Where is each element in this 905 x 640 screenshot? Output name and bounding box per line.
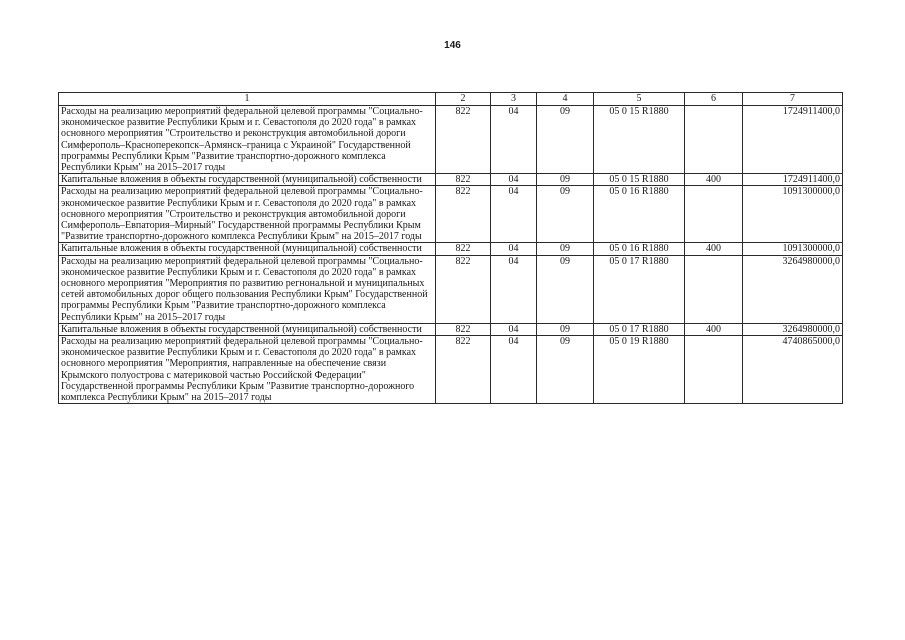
row-expense-type-code xyxy=(685,336,743,404)
row-expense-type-code xyxy=(685,255,743,323)
row-expense-type-code xyxy=(685,186,743,243)
table-row xyxy=(59,106,843,174)
row-subsection-code: 09 xyxy=(537,243,594,255)
row-description: Капитальные вложения в объекты государственной (муниципальной) собственности xyxy=(59,323,436,335)
row-department-code: 822 xyxy=(436,186,491,243)
row-subsection-code: 09 xyxy=(537,336,594,404)
column-header: 4 xyxy=(537,93,594,106)
row-department-code: 822 xyxy=(436,174,491,186)
row-amount: 1091300000,0 xyxy=(743,243,843,255)
table-row xyxy=(59,336,843,404)
row-amount: 1724911400,0 xyxy=(743,174,843,186)
row-department-code: 822 xyxy=(436,323,491,335)
row-department-code: 822 xyxy=(436,255,491,323)
table-row xyxy=(59,174,843,186)
row-target-article-code: 05 0 15 R1880 xyxy=(594,106,685,174)
row-expense-type-code xyxy=(685,106,743,174)
row-amount: 3264980000,0 xyxy=(743,323,843,335)
row-section-code: 04 xyxy=(491,255,537,323)
column-header: 7 xyxy=(743,93,843,106)
row-section-code: 04 xyxy=(491,323,537,335)
row-amount: 1724911400,0 xyxy=(743,106,843,174)
row-section-code: 04 xyxy=(491,243,537,255)
row-section-code: 04 xyxy=(491,106,537,174)
page-number: 146 xyxy=(444,40,461,51)
budget-table xyxy=(58,92,843,404)
table-row xyxy=(59,186,843,243)
row-amount: 3264980000,0 xyxy=(743,255,843,323)
row-amount: 1091300000,0 xyxy=(743,186,843,243)
row-section-code: 04 xyxy=(491,174,537,186)
row-section-code: 04 xyxy=(491,336,537,404)
row-description: Капитальные вложения в объекты государственной (муниципальной) собственности xyxy=(59,174,436,186)
row-target-article-code: 05 0 16 R1880 xyxy=(594,186,685,243)
row-section-code: 04 xyxy=(491,186,537,243)
column-header: 3 xyxy=(491,93,537,106)
row-subsection-code: 09 xyxy=(537,323,594,335)
row-department-code: 822 xyxy=(436,336,491,404)
column-header: 6 xyxy=(685,93,743,106)
row-subsection-code: 09 xyxy=(537,255,594,323)
row-target-article-code: 05 0 17 R1880 xyxy=(594,255,685,323)
column-header: 5 xyxy=(594,93,685,106)
row-department-code: 822 xyxy=(436,243,491,255)
row-subsection-code: 09 xyxy=(537,174,594,186)
row-expense-type-code: 400 xyxy=(685,323,743,335)
table-row xyxy=(59,255,843,323)
row-subsection-code: 09 xyxy=(537,186,594,243)
table-header-row xyxy=(59,93,843,106)
row-department-code: 822 xyxy=(436,106,491,174)
row-description: Расходы на реализацию мероприятий федеральной целевой программы "Социально-экономическое развитие Республики Крым и г. Севастополя до 2020 года" в рамках основного мероприятия "Строительство и реконструкция автомобильной дороги Симферополь–Красноперекопск–Армянск–граница с Украиной" Государственной программы Республики Крым "Развитие транспортно-дорожного комплекса Республики Крым" на 2015–2017 годы xyxy=(59,106,436,174)
row-target-article-code: 05 0 19 R1880 xyxy=(594,336,685,404)
row-expense-type-code: 400 xyxy=(685,243,743,255)
row-target-article-code: 05 0 17 R1880 xyxy=(594,323,685,335)
row-amount: 4740865000,0 xyxy=(743,336,843,404)
row-subsection-code: 09 xyxy=(537,106,594,174)
row-target-article-code: 05 0 16 R1880 xyxy=(594,243,685,255)
row-description: Расходы на реализацию мероприятий федеральной целевой программы "Социально-экономическое развитие Республики Крым и г. Севастополя до 2020 года" в рамках основного мероприятия "Мероприятия по развитию регнональной и муниципальных сетей автомобильных дорог общего пользования Республики Крым" Государственной программы Республики Крым "Развитие транспортно-дорожного комплекса Республики Крым" на 2015–2017 годы xyxy=(59,255,436,323)
row-target-article-code: 05 0 15 R1880 xyxy=(594,174,685,186)
column-header: 1 xyxy=(59,93,436,106)
table-row xyxy=(59,243,843,255)
row-description: Расходы на реализацию мероприятий федеральной целевой программы "Социально-экономическое развитие Республики Крым и г. Севастополя до 2020 года" в рамках основного мероприятия "Строительство и реконструкция автомобильной дороги Симферополь–Евпатория–Мирный" Государственной программы Республики Крым "Развитие транспортно-дорожного комплекса Республики Крым" на 2015–2017 годы xyxy=(59,186,436,243)
row-description: Капитальные вложения в объекты государственной (муниципальной) собственности xyxy=(59,243,436,255)
row-expense-type-code: 400 xyxy=(685,174,743,186)
row-description: Расходы на реализацию мероприятий федеральной целевой программы "Социально-экономическое развитие Республики Крым и г. Севастополя до 2020 года" в рамках основного мероприятия "Мероприятия, направленные на обеспечение связи Крымского полуострова с материковой частью Российской Федерации" Государственной программы Республики Крым "Развитие транспортно-дорожного комплекса Республики Крым" на 2015–2017 годы xyxy=(59,336,436,404)
table-row xyxy=(59,323,843,335)
column-header: 2 xyxy=(436,93,491,106)
